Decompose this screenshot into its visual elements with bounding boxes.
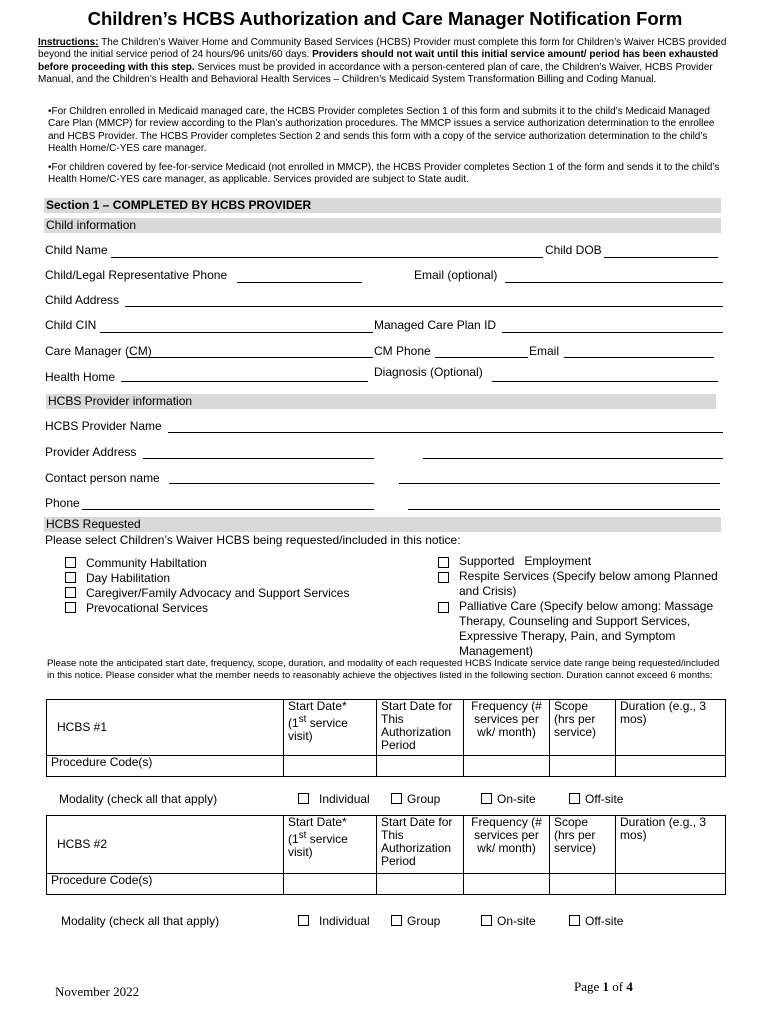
child-cin-label: Child CIN bbox=[45, 318, 97, 332]
start-date-header[interactable]: Start Date* (1st service visit) bbox=[284, 816, 377, 874]
diagnosis-label: Diagnosis (Optional) bbox=[374, 365, 483, 379]
child-dob-label: Child DOB bbox=[545, 243, 602, 257]
form-title: Children’s HCBS Authorization and Care Manager Notification Form bbox=[87, 8, 683, 29]
modality-onsite-2[interactable]: On-site bbox=[481, 914, 536, 928]
provider-name-label: HCBS Provider Name bbox=[45, 419, 162, 433]
procedure-cell[interactable] bbox=[377, 756, 464, 777]
provider-address-label: Provider Address bbox=[45, 445, 137, 459]
email-optional-label: Email (optional) bbox=[414, 268, 498, 282]
contact-person-field[interactable] bbox=[169, 483, 374, 484]
rep-phone-label: Child/Legal Representative Phone bbox=[45, 268, 228, 282]
cm-phone-field[interactable] bbox=[435, 357, 528, 358]
hcbs-requested-prompt: Please select Children’s Waiver HCBS being requested/included in this notice: bbox=[45, 533, 461, 547]
option-caregiver-family-advocacy[interactable]: Caregiver/Family Advocacy and Support Services bbox=[65, 586, 405, 601]
start-date-header[interactable]: Start Date* (1st service visit) bbox=[284, 700, 377, 756]
child-info-header: Child information bbox=[44, 218, 721, 233]
checkbox[interactable] bbox=[569, 793, 580, 804]
left-options bbox=[65, 556, 405, 616]
procedure-cell[interactable] bbox=[377, 874, 464, 895]
provider-address-field-2[interactable] bbox=[423, 458, 723, 459]
health-home-field[interactable] bbox=[121, 381, 368, 382]
hcbs-table-1 bbox=[46, 699, 726, 777]
instructions bbox=[38, 37, 728, 86]
provider-name-field[interactable] bbox=[168, 432, 723, 433]
modality-label-1: Modality (check all that apply) bbox=[59, 792, 218, 806]
checkbox[interactable] bbox=[438, 602, 449, 613]
option-prevocational[interactable]: Prevocational Services bbox=[65, 601, 405, 616]
health-home-label: Health Home bbox=[45, 370, 116, 384]
child-address-field[interactable] bbox=[125, 306, 723, 307]
modality-offsite-2[interactable]: Off-site bbox=[569, 914, 623, 928]
modality-label-2: Modality (check all that apply) bbox=[61, 914, 220, 928]
procedure-cell[interactable] bbox=[550, 874, 616, 895]
requested-note: Please note the anticipated start date, frequency, scope, duration, and modality of each requested HCBS Indicate service date range being requested/included in this notice. Please consider what the member needs to reasonably achieve the objectives listed in the following section. Duration cannot exceed 6 months: bbox=[47, 658, 720, 681]
hcbs-requested-header: HCBS Requested bbox=[44, 517, 721, 532]
cm-email-field[interactable] bbox=[564, 357, 714, 358]
child-name-label: Child Name bbox=[45, 243, 108, 257]
option-palliative-care[interactable]: Palliative Care (Specify below among: Massage Therapy, Counseling and Support Services, Expressive Therapy, Pain, and Symptom Management) bbox=[438, 599, 738, 659]
scope-header[interactable]: Scope (hrs per service) bbox=[550, 700, 616, 756]
checkbox[interactable] bbox=[481, 915, 492, 926]
checkbox[interactable] bbox=[65, 587, 76, 598]
checkbox[interactable] bbox=[481, 793, 492, 804]
phone-label: Phone bbox=[45, 496, 80, 510]
procedure-code-label: Procedure Code(s) bbox=[47, 756, 284, 777]
checkbox[interactable] bbox=[65, 602, 76, 613]
care-manager-field[interactable] bbox=[127, 357, 373, 358]
footer-date: November 2022 bbox=[55, 984, 140, 999]
mc-plan-id-label: Managed Care Plan ID bbox=[374, 318, 497, 332]
frequency-header[interactable]: Frequency (# services per wk/ month) bbox=[464, 816, 550, 874]
phone-field-2[interactable] bbox=[408, 509, 720, 510]
modality-individual-1[interactable]: Individual bbox=[298, 792, 370, 806]
contact-person-field-2[interactable] bbox=[399, 483, 720, 484]
instructions-label: Instructions: bbox=[38, 37, 99, 48]
scope-header[interactable]: Scope (hrs per service) bbox=[550, 816, 616, 874]
contact-person-label: Contact person name bbox=[45, 471, 160, 485]
procedure-cell[interactable] bbox=[464, 874, 550, 895]
phone-field[interactable] bbox=[82, 509, 374, 510]
procedure-cell[interactable] bbox=[284, 756, 377, 777]
procedure-cell[interactable] bbox=[616, 756, 726, 777]
instructions-text-b: Services must be provided in accordance with a person-centered plan of care, the Children’s Waiver, HCBS Provider Manual, and the Children’s Health and Behavioral Health Services – Children’s Medicaid System Transformation Billing and Coding Manual. bbox=[38, 61, 713, 85]
frequency-header[interactable]: Frequency (# services per wk/ month) bbox=[464, 700, 550, 756]
cm-email-label: Email bbox=[529, 344, 560, 358]
page-number: Page 1 of 4 bbox=[574, 979, 633, 994]
instruction-bullet-mmcp: •For Children enrolled in Medicaid managed care, the HCBS Provider completes Section 1 of this form and submits it to the child’s Medicaid Managed Care Plan (MMCP) for review according to the Plan’s authorization procedures. The MMCP issues a service authorization determination to the enrollee and HCBS Provider. The HCBS Provider completes Section 2 and sends this form with a copy of the service authorization determination to the child’s Health Home/C-YES care manager. bbox=[48, 106, 715, 154]
option-supported-employment[interactable]: Supported Employment bbox=[438, 554, 738, 569]
child-dob-field[interactable] bbox=[604, 257, 718, 258]
email-optional-field[interactable] bbox=[505, 282, 723, 283]
checkbox[interactable] bbox=[438, 557, 449, 568]
care-manager-label: Care Manager (CM) bbox=[45, 344, 152, 358]
procedure-code-label: Procedure Code(s) bbox=[47, 874, 284, 895]
checkbox[interactable] bbox=[298, 793, 309, 804]
modality-onsite-1[interactable]: On-site bbox=[481, 792, 536, 806]
checkbox[interactable] bbox=[391, 915, 402, 926]
instruction-bullet-ffs: •For children covered by fee-for-service Medicaid (not enrolled in MMCP), the HCBS Provider completes Section 1 of the form and sends it to the child’s Health Home/C-YES care manager, as applicable. Services provided are subject to State audit. bbox=[48, 162, 720, 186]
checkbox[interactable] bbox=[298, 915, 309, 926]
modality-group-2[interactable]: Group bbox=[391, 914, 440, 928]
start-auth-header[interactable]: Start Date for This Authorization Period bbox=[377, 700, 464, 756]
procedure-cell[interactable] bbox=[464, 756, 550, 777]
duration-header[interactable]: Duration (e.g., 3 mos) bbox=[616, 700, 726, 756]
modality-individual-2[interactable]: Individual bbox=[298, 914, 370, 928]
checkbox[interactable] bbox=[65, 572, 76, 583]
rep-phone-field[interactable] bbox=[237, 282, 362, 283]
instructions-text-bold: Providers should not wait until this initial service amount/ period has been exhausted before proceeding with this step. bbox=[38, 49, 719, 73]
option-community-habilitation[interactable]: Community Habiltation bbox=[65, 556, 405, 571]
checkbox[interactable] bbox=[391, 793, 402, 804]
provider-address-field[interactable] bbox=[143, 458, 374, 459]
checkbox[interactable] bbox=[65, 557, 76, 568]
mc-plan-id-field[interactable] bbox=[502, 332, 723, 333]
modality-offsite-1[interactable]: Off-site bbox=[569, 792, 623, 806]
checkbox[interactable] bbox=[569, 915, 580, 926]
hcbs1-label: HCBS #1 bbox=[47, 700, 284, 756]
section1-header: Section 1 – COMPLETED BY HCBS PROVIDER bbox=[44, 198, 721, 213]
provider-info-header: HCBS Provider information bbox=[46, 394, 716, 409]
child-address-label: Child Address bbox=[45, 293, 120, 307]
hcbs-table-2 bbox=[46, 815, 726, 895]
right-options bbox=[438, 554, 738, 659]
diagnosis-field[interactable] bbox=[492, 381, 718, 382]
procedure-cell[interactable] bbox=[550, 756, 616, 777]
modality-group-1[interactable]: Group bbox=[391, 792, 440, 806]
hcbs2-label: HCBS #2 bbox=[47, 816, 284, 874]
child-cin-field[interactable] bbox=[100, 332, 373, 333]
checkbox[interactable] bbox=[438, 572, 449, 583]
duration-header[interactable]: Duration (e.g., 3 mos) bbox=[616, 816, 726, 874]
start-auth-header[interactable]: Start Date for This Authorization Period bbox=[377, 816, 464, 874]
option-respite[interactable]: Respite Services (Specify below among Planned and Crisis) bbox=[438, 569, 738, 599]
cm-phone-label: CM Phone bbox=[374, 344, 431, 358]
option-day-habilitation[interactable]: Day Habilitation bbox=[65, 571, 405, 586]
child-name-field[interactable] bbox=[111, 257, 543, 258]
instructions-text-a: The Children’s Waiver Home and Community Based Services (HCBS) Provider must complete this form for Children’s Waiver HCBS provided beyond the initial service period of 24 hours/96 units/60 days. bbox=[38, 37, 727, 61]
procedure-cell[interactable] bbox=[284, 874, 377, 895]
procedure-cell[interactable] bbox=[616, 874, 726, 895]
